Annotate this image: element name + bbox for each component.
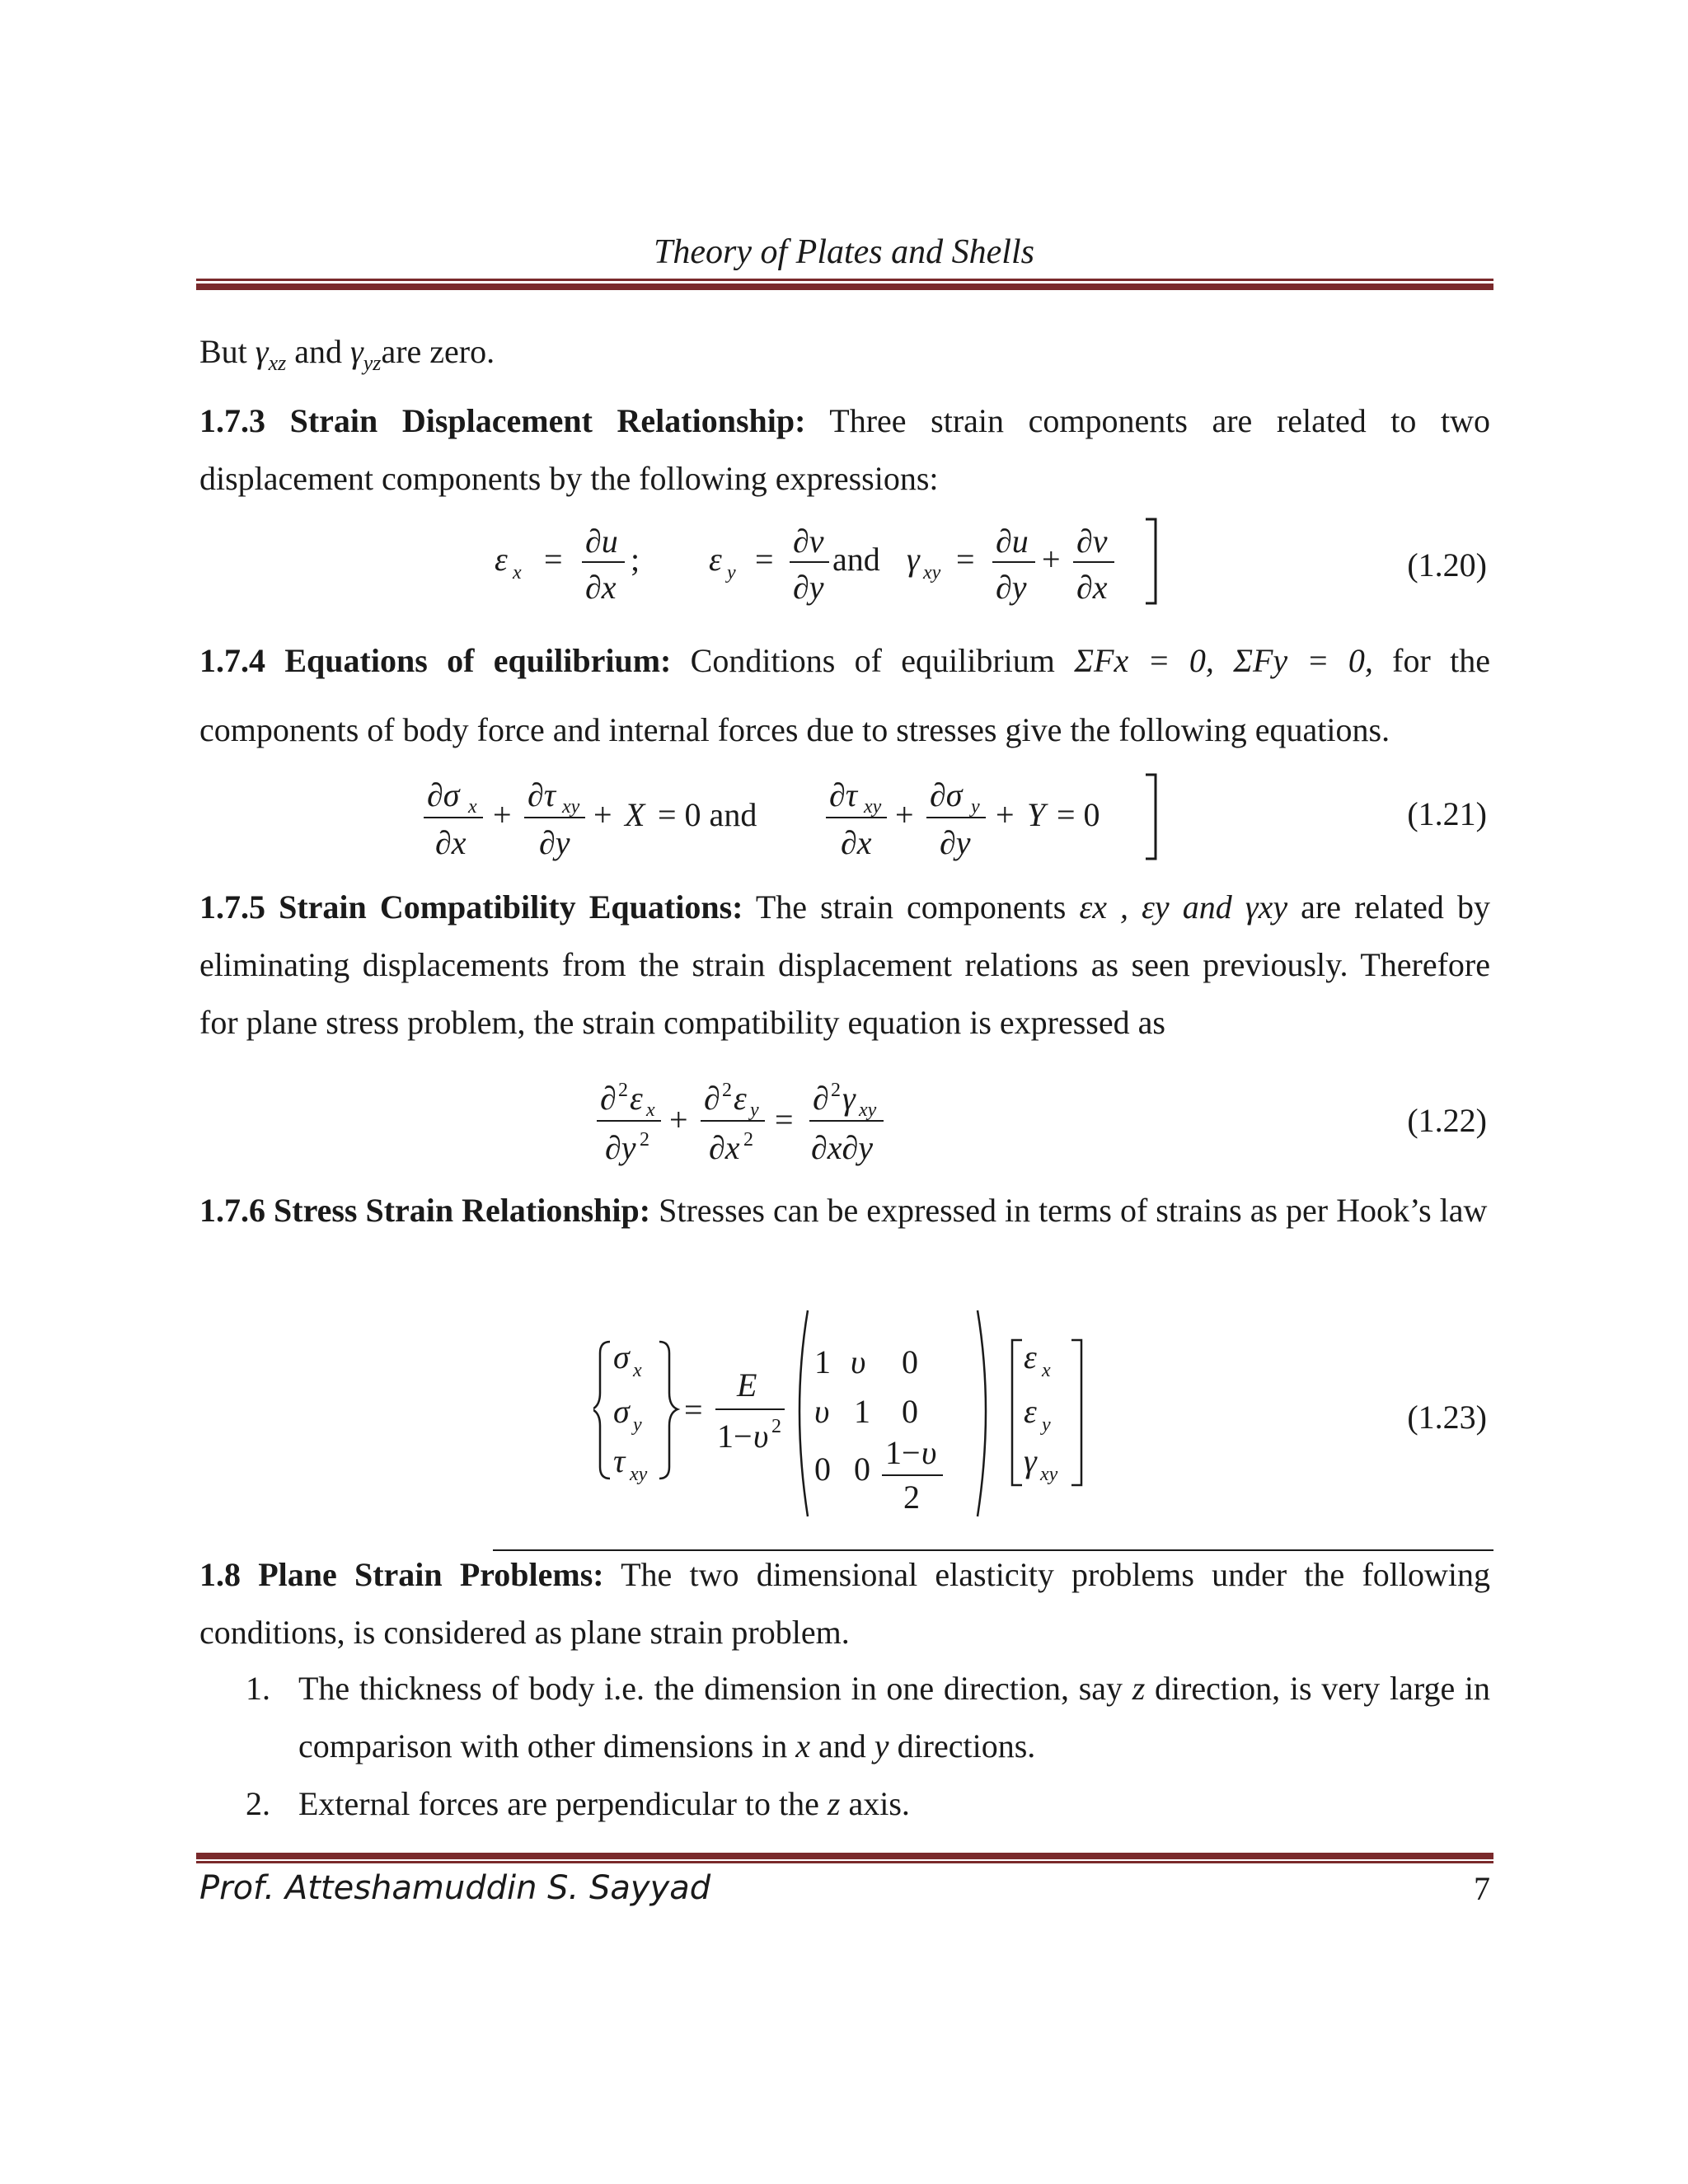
- svg-text:x: x: [468, 796, 477, 818]
- footer-rule-thin: [196, 1861, 1493, 1863]
- page-number: 7: [1474, 1870, 1490, 1907]
- equation-number: (1.22): [1407, 1102, 1487, 1139]
- gamma-subscript: yz: [363, 351, 382, 375]
- svg-text:ε: ε: [734, 1080, 747, 1117]
- svg-text:1: 1: [814, 1343, 831, 1380]
- section-1-7-4: [199, 626, 1490, 765]
- header-rule-thick: [196, 284, 1493, 290]
- svg-text:= 0: = 0: [1057, 796, 1100, 833]
- svg-text:y: y: [750, 1099, 759, 1121]
- svg-text:∂: ∂: [704, 1080, 720, 1117]
- svg-text:+: +: [1042, 541, 1061, 578]
- svg-text:2: 2: [903, 1479, 920, 1516]
- header-rule-thin: [196, 279, 1493, 281]
- list-item: [246, 1660, 1490, 1775]
- svg-text:xy: xy: [923, 562, 941, 583]
- svg-text:E: E: [737, 1366, 757, 1404]
- section-heading: 1.7.3 Strain Displacement Relationship:: [199, 402, 806, 439]
- section-1-8: [199, 1546, 1490, 1661]
- equation-number: (1.23): [1407, 1399, 1487, 1436]
- svg-text:∂x: ∂x: [585, 569, 617, 606]
- section-heading: 1.7.6 Stress Strain Relationship:: [199, 1192, 651, 1229]
- section-text: The two dimensional elasticity problems under the following conditions, is considered as plane strain problem.: [199, 1556, 1490, 1651]
- svg-text:∂x: ∂x: [841, 824, 872, 861]
- svg-text:σ: σ: [613, 1338, 630, 1376]
- svg-text:+: +: [895, 796, 914, 833]
- section-text: Conditions of equilibrium: [671, 642, 1055, 679]
- svg-text:2: 2: [771, 1416, 781, 1437]
- svg-text:y: y: [633, 1414, 642, 1436]
- svg-text:∂: ∂: [600, 1080, 617, 1117]
- equation-number: (1.20): [1407, 546, 1487, 583]
- svg-text:2: 2: [618, 1080, 628, 1101]
- svg-text:xy: xy: [562, 796, 580, 818]
- svg-text:y: y: [1042, 1414, 1051, 1436]
- svg-text:X: X: [625, 796, 645, 833]
- svg-text:=: =: [544, 541, 563, 578]
- svg-text:2: 2: [743, 1129, 753, 1151]
- svg-text:τ: τ: [613, 1442, 626, 1479]
- section-1-7-3: [199, 392, 1490, 508]
- svg-text:+: +: [996, 796, 1015, 833]
- intro-and: and: [294, 333, 342, 370]
- section-1-7-6: [199, 1182, 1490, 1240]
- svg-text:∂: ∂: [813, 1080, 829, 1117]
- svg-text:and: and: [832, 541, 880, 578]
- svg-text:∂x: ∂x: [435, 824, 467, 861]
- section-heading: 1.7.4 Equations of equilibrium:: [199, 642, 672, 679]
- equation-1-22: [593, 1071, 923, 1170]
- svg-text:2: 2: [831, 1080, 841, 1101]
- section-text: The strain components: [743, 888, 1067, 926]
- svg-text:∂x∂y: ∂x∂y: [811, 1129, 874, 1166]
- svg-text:1: 1: [854, 1393, 870, 1430]
- svg-text:x: x: [646, 1099, 655, 1121]
- svg-text:γ: γ: [842, 1080, 856, 1117]
- svg-text:2: 2: [722, 1080, 732, 1101]
- section-1-7-5: [199, 879, 1490, 1052]
- svg-text:0: 0: [814, 1451, 831, 1488]
- equation-1-23: [593, 1302, 1104, 1533]
- svg-text:+: +: [669, 1101, 688, 1138]
- svg-text:∂σ: ∂σ: [930, 776, 963, 813]
- svg-text:∂u: ∂u: [585, 523, 618, 560]
- intro-text: But: [199, 333, 247, 370]
- svg-text:∂x: ∂x: [709, 1129, 740, 1166]
- svg-text:Y: Y: [1027, 796, 1046, 833]
- svg-text:ε: ε: [709, 541, 722, 578]
- svg-text:σ: σ: [613, 1393, 630, 1430]
- svg-text:υ: υ: [753, 1418, 769, 1455]
- svg-text:∂y: ∂y: [940, 824, 971, 861]
- svg-text:∂x: ∂x: [1076, 569, 1108, 606]
- svg-text:0: 0: [902, 1343, 918, 1380]
- svg-text:y: y: [971, 796, 980, 818]
- svg-text:∂u: ∂u: [996, 523, 1029, 560]
- svg-text:∂τ: ∂τ: [528, 776, 556, 813]
- svg-text:x: x: [1042, 1360, 1051, 1381]
- svg-text:1−: 1−: [885, 1434, 921, 1471]
- list-number: 1.: [246, 1670, 270, 1707]
- svg-text:xy: xy: [630, 1464, 648, 1485]
- equilibrium-conditions: ΣFx = 0, ΣFy = 0,: [1074, 642, 1373, 679]
- svg-text:∂τ: ∂τ: [829, 776, 858, 813]
- list-number: 2.: [246, 1785, 270, 1822]
- svg-text:∂v: ∂v: [1076, 523, 1108, 560]
- svg-text:∂σ: ∂σ: [427, 776, 460, 813]
- equation-number: (1.21): [1407, 795, 1487, 832]
- svg-text:∂y: ∂y: [996, 569, 1027, 606]
- list-item: [246, 1775, 1490, 1833]
- intro-text: are zero.: [381, 333, 495, 370]
- svg-text:∂v: ∂v: [793, 523, 824, 560]
- section-text: are related by eliminating displacements from the strain displacement relations as seen previously. Therefore for plane stress problem, the strain compatibility equation is expressed as: [199, 888, 1490, 1041]
- svg-text:x: x: [633, 1360, 642, 1381]
- list-text: The thickness of body i.e. the dimension in one direction, say z direction, is very large in comparison with other dimensions in x and y directions.: [298, 1670, 1490, 1765]
- svg-text:ε: ε: [630, 1080, 643, 1117]
- section-heading: 1.7.5 Strain Compatibility Equations:: [199, 888, 743, 926]
- gamma-symbol: γ: [255, 333, 269, 370]
- svg-text:xy: xy: [1040, 1464, 1058, 1485]
- svg-text:= 0 and: = 0 and: [658, 796, 757, 833]
- svg-text:xy: xy: [864, 796, 882, 818]
- section-text: Stresses can be expressed in terms of strains as per Hook’s law: [650, 1192, 1488, 1229]
- svg-text:=: =: [775, 1101, 794, 1138]
- svg-text:x: x: [513, 562, 522, 583]
- svg-text:γ: γ: [1024, 1442, 1037, 1479]
- svg-text:1−: 1−: [717, 1418, 753, 1455]
- svg-text:∂y: ∂y: [793, 569, 824, 606]
- section-heading: 1.8 Plane Strain Problems:: [199, 1556, 604, 1593]
- svg-text:=: =: [956, 541, 975, 578]
- svg-text:γ: γ: [907, 541, 920, 578]
- svg-text:∂y: ∂y: [539, 824, 570, 861]
- svg-text:;: ;: [631, 541, 640, 578]
- svg-text:+: +: [593, 796, 612, 833]
- svg-text:=: =: [755, 541, 774, 578]
- section-text: Three strain components are related to two displacement components by the following expressions:: [199, 402, 1490, 497]
- page-header-title: Theory of Plates and Shells: [654, 233, 1034, 271]
- equation-1-20: [462, 511, 1203, 610]
- svg-text:+: +: [493, 796, 512, 833]
- equation-1-21: [420, 766, 1179, 865]
- intro-line: [199, 323, 1490, 392]
- svg-text:∂y: ∂y: [605, 1129, 636, 1166]
- svg-text:0: 0: [854, 1451, 870, 1488]
- svg-text:0: 0: [902, 1393, 918, 1430]
- svg-text:υ: υ: [921, 1434, 937, 1471]
- gamma-subscript: xz: [268, 351, 287, 375]
- strain-symbols: εx , εy and γxy: [1079, 888, 1288, 926]
- footer-author: Prof. Atteshamuddin S. Sayyad: [199, 1869, 711, 1907]
- svg-text:ε: ε: [1024, 1393, 1037, 1430]
- svg-text:=: =: [684, 1391, 703, 1428]
- list-text: External forces are perpendicular to the z axis.: [298, 1785, 910, 1822]
- svg-text:y: y: [727, 562, 736, 583]
- gamma-symbol: γ: [350, 333, 363, 370]
- svg-text:υ: υ: [851, 1343, 866, 1380]
- footer-rule-thick: [196, 1853, 1493, 1859]
- svg-text:ε: ε: [1024, 1338, 1037, 1376]
- svg-text:ε: ε: [495, 541, 508, 578]
- svg-text:2: 2: [640, 1129, 649, 1151]
- svg-text:xy: xy: [859, 1099, 877, 1121]
- section-text: for the components of body force and internal forces due to stresses give the following equations.: [199, 642, 1491, 748]
- svg-text:υ: υ: [814, 1393, 830, 1430]
